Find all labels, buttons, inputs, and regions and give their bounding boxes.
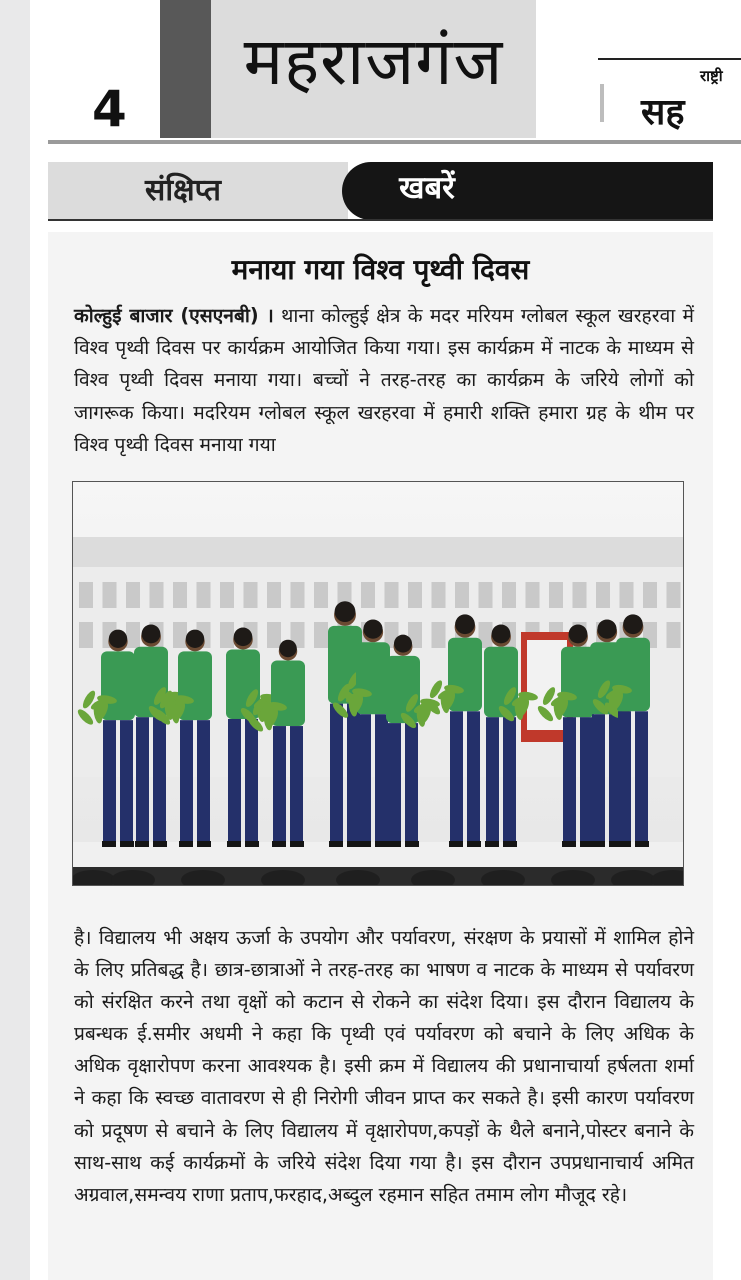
masthead-logo-text: सह [641, 92, 685, 133]
article-headline: मनाया गया विश्व पृथ्वी दिवस [231, 253, 530, 286]
article-photo [72, 481, 684, 886]
article-paragraph-1-text: थाना कोल्हुई क्षेत्र के मदर मरियम ग्लोबल स्कूल खरहरवा में विश्व पृथ्वी दिवस पर कार्यक्रम आयोजित किया गया। इस कार्यक्रम में नाटक के माध्यम से विश्व पृथ्वी दिवस मनाया गया। बच्चों ने तरह-तरह का कार्यक्रम के जरिये लोगों को जागरूक किया। मदरियम ग्लोबल स्कूल खरहरवा में हमारी शक्ति हमारा ग्रह के थीम पर विश्व पृथ्वी दिवस मनाया गया [74, 304, 694, 456]
masthead-line [598, 58, 741, 60]
article-paragraph-2: है। विद्यालय भी अक्षय ऊर्जा के उपयोग और पर्यावरण, संरक्षण के प्रयासों में शामिल होने के लिए प्रतिबद्ध है। छात्र-छात्राओं ने तरह-तरह का भाषण व नाटक के माध्यम से पर्यावरण को संरक्षित करने तथा वृक्षों को कटान से रोकने का संदेश दिया। इस दौरान विद्यालय के प्रबन्धक ई.समीर अधमी ने कहा कि पृथ्वी एवं पर्यावरण को बचाने के लिए अधिक के अधिक वृक्षारोपण करना आवश्यक है। इसी क्रम में विद्यालय की प्रधानाचार्या हर्षलता शर्मा ने कहा कि स्वच्छ वातावरण से ही निरोगी जीवन प्राप्त कर सकते है। इसी कारण पर्यावरण को प्रदूषण से बचाने के लिए विद्यालय में वृक्षारोपण,कपड़ों के थैले बनाने,पोस्टर बनाने के साथ-साथ कई कार्यक्रमों के जरिये संदेश दिया गया है। इस दौरान उपप्रधानाचार्य अमित अग्रवाल,समन्वय राणा प्रताप,फरहाद,अब्दुल रहमान सहित तमाम लोग मौजूद रहे। [74, 926, 694, 1206]
left-margin-strip [0, 0, 30, 1280]
masthead-divider [600, 84, 604, 122]
article-dateline: कोल्हुई बाजार (एसएनबी) । [74, 304, 274, 327]
masthead-small-text: राष्ट्री [700, 67, 723, 85]
section-label-brief: संक्षिप्त [145, 173, 221, 208]
section-band-rule [48, 219, 713, 221]
header-rule [48, 140, 741, 144]
section-label-news: खबरें [399, 170, 455, 206]
header-dark-block [160, 0, 211, 138]
page-number: 4 [92, 80, 127, 138]
section-title: महराजगंज [243, 23, 504, 100]
article-paragraph-1 [74, 300, 694, 461]
students-on-stage-photo [73, 482, 683, 885]
